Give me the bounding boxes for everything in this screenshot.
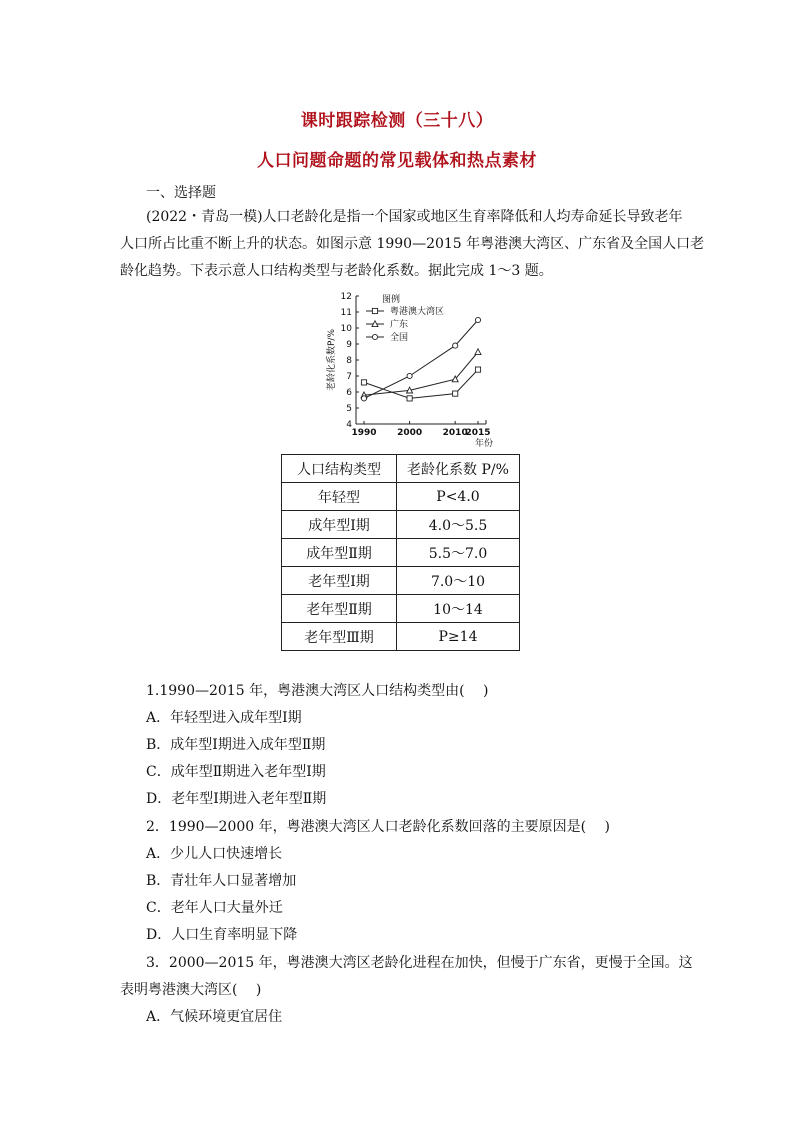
series-line-2 bbox=[364, 320, 478, 398]
y-tick-label: 5 bbox=[346, 404, 352, 414]
question-2-option-b: B．青壮年人口显著增加 bbox=[146, 873, 297, 889]
table-cell: 4.0～5.5 bbox=[397, 511, 520, 539]
table-cell: 5.5～7.0 bbox=[397, 539, 520, 567]
aging-trend-chart bbox=[326, 288, 496, 448]
table-row bbox=[282, 567, 520, 595]
population-structure-table bbox=[281, 454, 520, 651]
table-row bbox=[282, 483, 520, 511]
series-2-point bbox=[407, 373, 412, 378]
x-tick-label: 1990 bbox=[351, 428, 377, 438]
intro-line-1: (2022・青岛一模)人口老龄化是指一个国家或地区生育率降低和人均寿命延长导致老年 bbox=[146, 209, 683, 225]
question-3-stem: 3．2000—2015 年，粤港澳大湾区老龄化进程在加快，但慢于广东省，更慢于全国。这 bbox=[146, 955, 693, 971]
x-tick-label: 2000 bbox=[397, 428, 423, 438]
series-0-point bbox=[407, 396, 412, 401]
question-1-option-d: D．老年型Ⅰ期进入老年型Ⅱ期 bbox=[146, 791, 327, 807]
table-row bbox=[282, 595, 520, 623]
page-subtitle: 人口问题命题的常见载体和热点素材 bbox=[257, 151, 537, 171]
question-1-option-c: C．成年型Ⅱ期进入老年型Ⅰ期 bbox=[146, 764, 326, 780]
y-tick-label: 8 bbox=[346, 356, 352, 366]
intro-line-2: 人口所占比重不断上升的状态。如图示意 1990—2015 年粤港澳大湾区、广东省及全国人口老 bbox=[120, 236, 705, 252]
y-tick-label: 11 bbox=[340, 308, 352, 318]
question-3-option-a: A．气候环境更宜居住 bbox=[146, 1009, 283, 1025]
aging-trend-svg bbox=[326, 288, 496, 448]
table-row bbox=[282, 511, 520, 539]
y-tick-label: 12 bbox=[340, 292, 352, 302]
series-0-point bbox=[475, 367, 480, 372]
table-cell: P≥14 bbox=[397, 623, 520, 651]
x-axis-label: 年份 bbox=[474, 439, 494, 449]
table-cell: 10～14 bbox=[397, 595, 520, 623]
legend-marker bbox=[372, 334, 377, 339]
series-1-point bbox=[475, 349, 481, 355]
intro-line-3: 龄化趋势。下表示意人口结构类型与老龄化系数。据此完成 1～3 题。 bbox=[120, 263, 553, 279]
table-cell: 老年型Ⅱ期 bbox=[282, 595, 397, 623]
question-1-option-b: B．成年型Ⅰ期进入成年型Ⅱ期 bbox=[146, 737, 326, 753]
legend-marker bbox=[372, 308, 377, 313]
table-header-coef: 老龄化系数 P/% bbox=[397, 455, 520, 483]
y-tick-label: 10 bbox=[340, 324, 352, 334]
y-tick-label: 4 bbox=[346, 420, 352, 430]
y-tick-label: 7 bbox=[346, 372, 352, 382]
y-axis-label: 老龄化系数P/% bbox=[327, 328, 337, 392]
x-tick-label: 2015 bbox=[465, 428, 491, 438]
legend-label: 广东 bbox=[390, 320, 409, 330]
series-0-point bbox=[453, 391, 458, 396]
series-2-point bbox=[453, 343, 458, 348]
table-row bbox=[282, 539, 520, 567]
table-cell: 成年型Ⅰ期 bbox=[282, 511, 397, 539]
question-2-option-a: A．少儿人口快速增长 bbox=[146, 846, 283, 862]
question-1-option-a: A．年轻型进入成年型Ⅰ期 bbox=[146, 710, 302, 726]
question-2-option-c: C．老年人口大量外迁 bbox=[146, 900, 283, 916]
table-header-type: 人口结构类型 bbox=[282, 455, 397, 483]
question-3-stem-cont: 表明粤港澳大湾区( ) bbox=[120, 982, 262, 998]
series-0-point bbox=[361, 380, 366, 385]
series-2-point bbox=[475, 317, 480, 322]
y-tick-label: 9 bbox=[346, 340, 352, 350]
table-cell: 老年型Ⅰ期 bbox=[282, 567, 397, 595]
legend-label: 粤港澳大湾区 bbox=[390, 307, 445, 317]
page-title: 课时跟踪检测（三十八） bbox=[300, 111, 494, 131]
table-cell: 老年型Ⅲ期 bbox=[282, 623, 397, 651]
series-2-point bbox=[361, 396, 366, 401]
series-line-0 bbox=[364, 370, 478, 399]
table-row bbox=[282, 623, 520, 651]
section-heading: 一、选择题 bbox=[146, 185, 216, 201]
legend-title: 图例 bbox=[382, 295, 401, 305]
table-cell: 年轻型 bbox=[282, 483, 397, 511]
table-cell: 成年型Ⅱ期 bbox=[282, 539, 397, 567]
question-2-stem: 2．1990—2000 年，粤港澳大湾区人口老龄化系数回落的主要原因是( ) bbox=[146, 819, 610, 835]
table-cell: 7.0～10 bbox=[397, 567, 520, 595]
question-1-stem: 1.1990—2015 年，粤港澳大湾区人口结构类型由( ) bbox=[146, 683, 489, 699]
question-2-option-d: D．人口生育率明显下降 bbox=[146, 927, 298, 943]
x-tick-label: 2010 bbox=[442, 428, 468, 438]
table-cell: P<4.0 bbox=[397, 483, 520, 511]
y-tick-label: 6 bbox=[346, 388, 352, 398]
table-header-row bbox=[282, 455, 520, 483]
legend-label: 全国 bbox=[390, 333, 409, 343]
